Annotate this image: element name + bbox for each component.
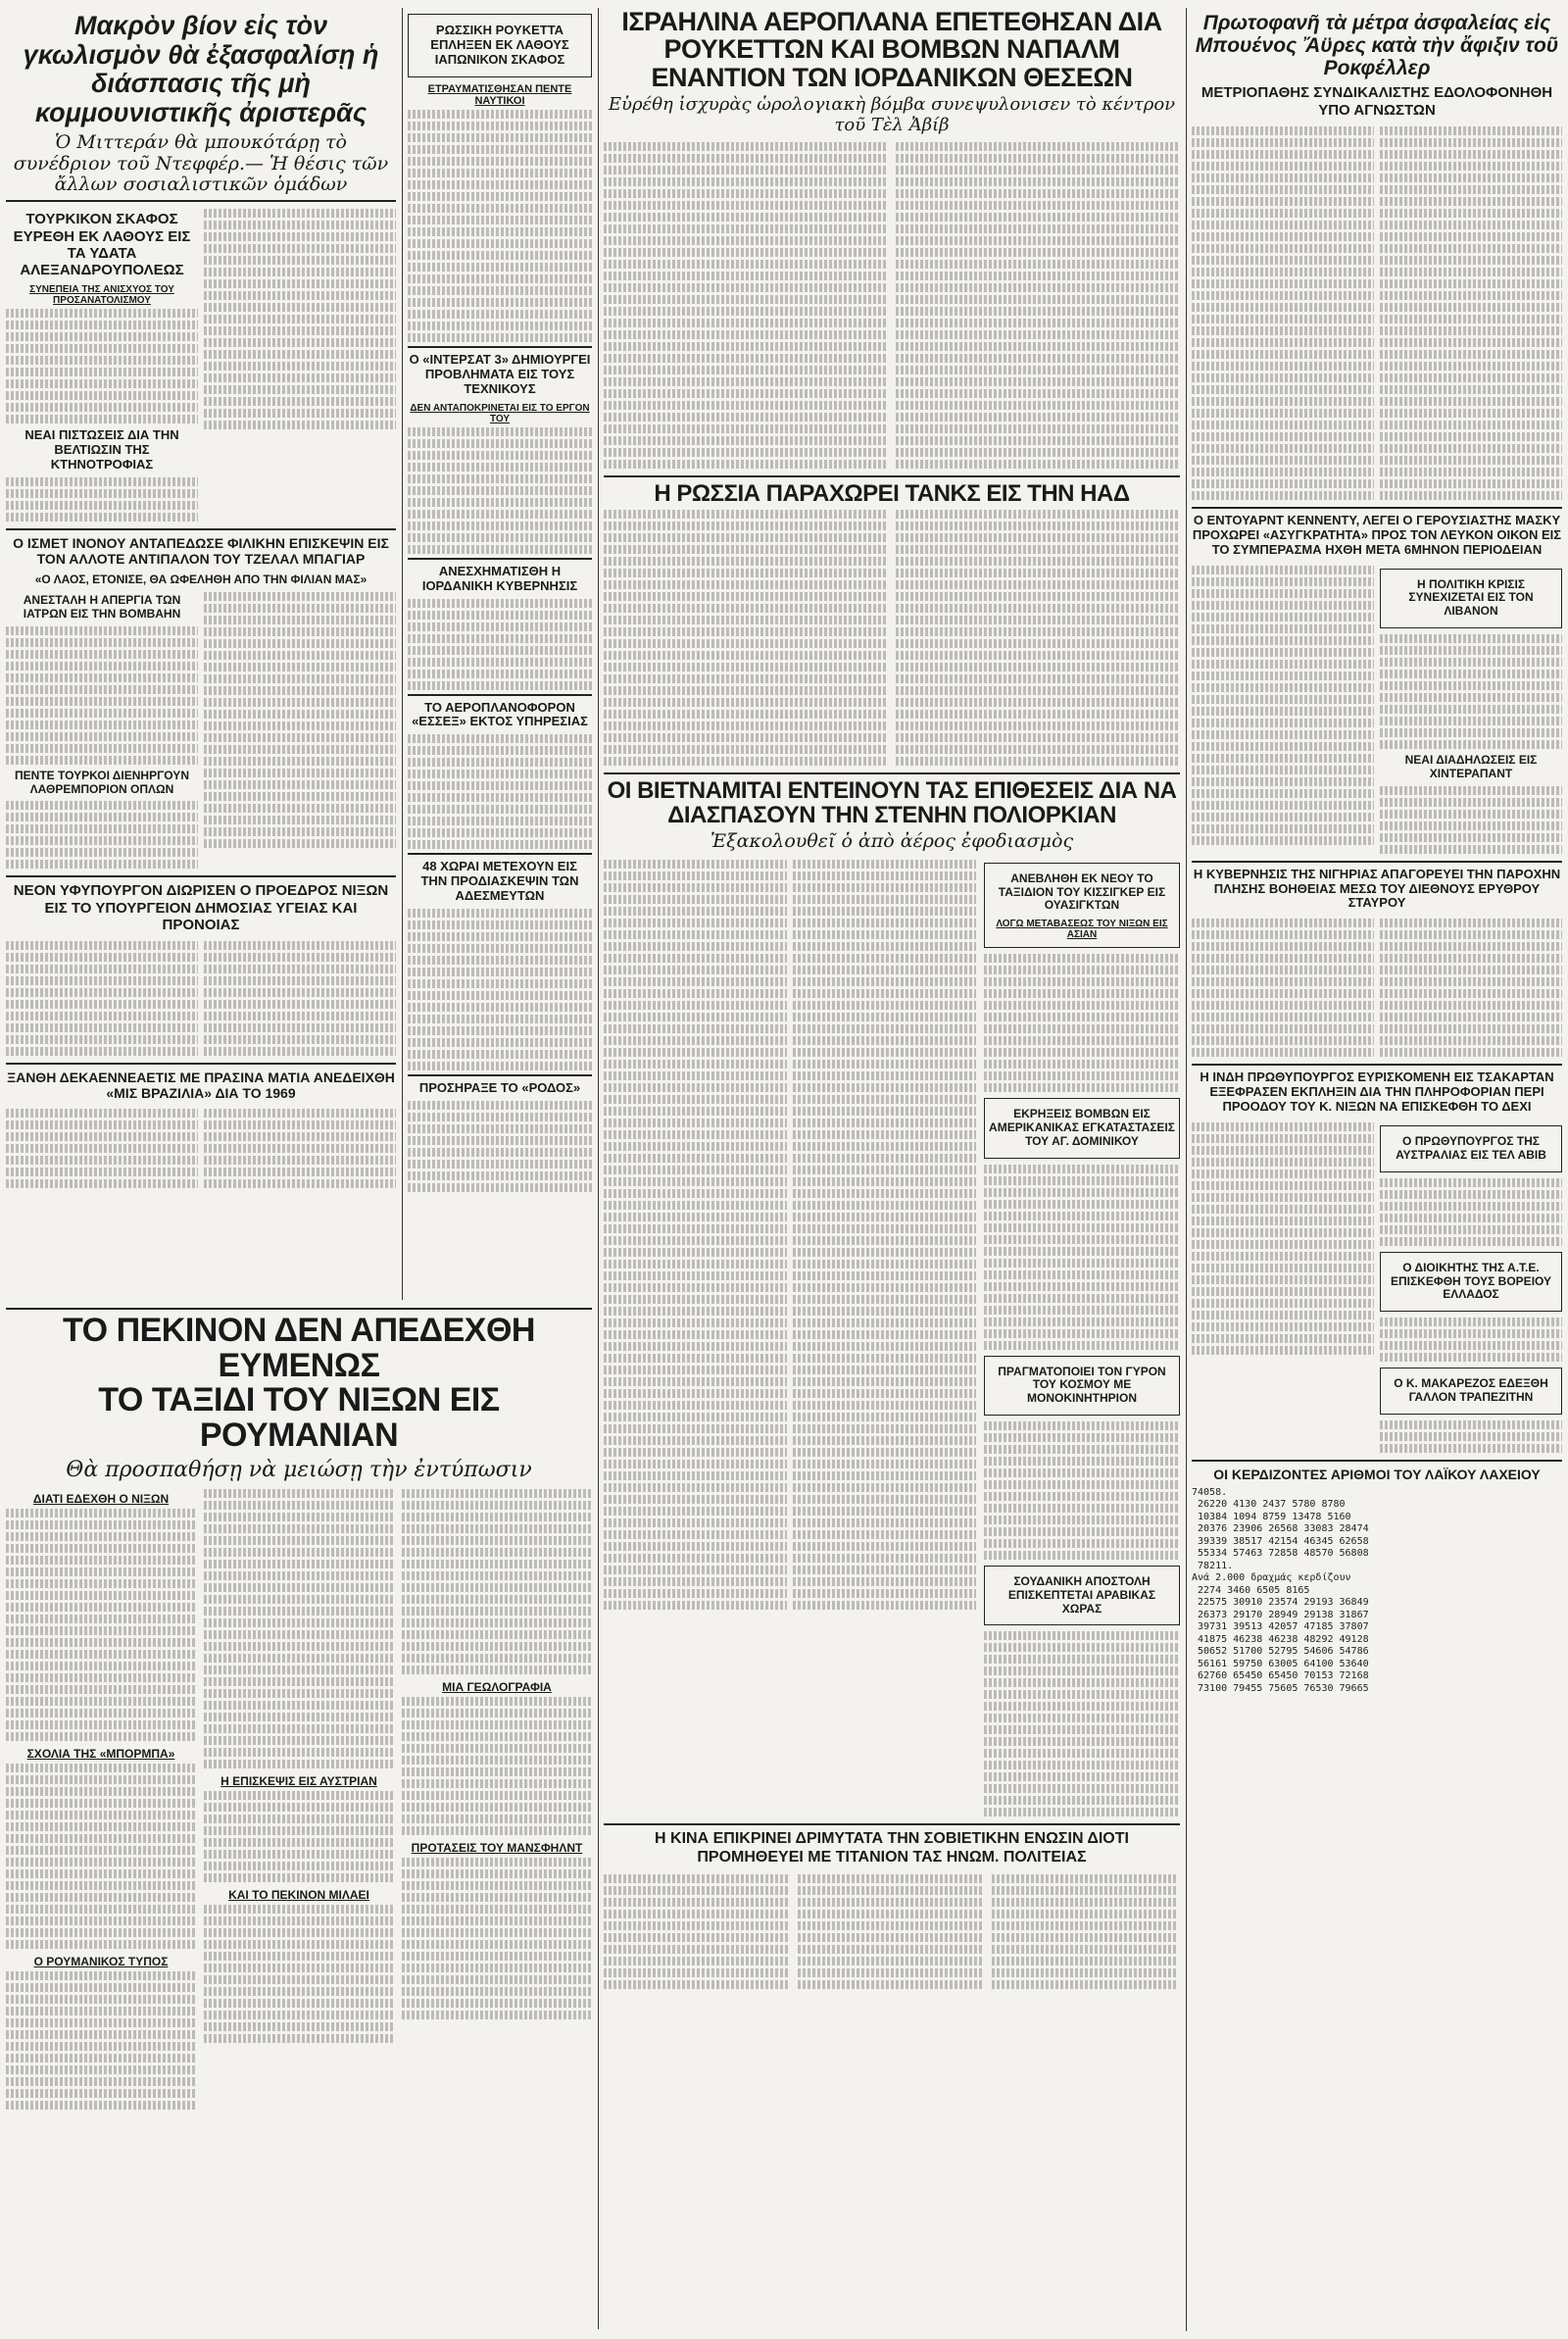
apergia-headline: ΑΝΕΣΤΑΛΗ Η ΑΠΕΡΓΙΑ ΤΩΝ ΙΑΤΡΩΝ ΕΙΣ ΤΗΝ ΒΟΜΒΑΗΝ [23, 593, 181, 622]
pistoseis-headline: ΝΕΑΙ ΠΙΣΤΩΣΕΙΣ ΔΙΑ ΤΗΝ ΒΕΛΤΙΩΣΙΝ ΤΗΣ ΚΤΗΝΟΤΡΟΦΙΑΣ [24, 427, 179, 473]
israel-deck: Εὑρέθη ἰσχυρὰς ὡρολογιακὴ βόμβα συνεψυλονισεν τὸ κέντρον τοῦ Τὲλ Ἀβίβ [608, 94, 1176, 135]
48-headline: 48 ΧΩΡΑΙ ΜΕΤΕΧΟΥΝ ΕΙΣ ΤΗΝ ΠΡΟΔΙΑΣΚΕΨΙΝ ΤΩΝ ΑΔΕΣΜΕΥΤΩΝ [420, 859, 579, 904]
bottom-headline-line1: ΤΟ ΠΕΚΙΝΟΝ ΔΕΝ ΑΠΕΔΕΧΘΗ ΕΥΜΕΝΩΣ [63, 1312, 535, 1384]
anesx-headline: ΑΝΕΣΧΗΜΑΤΙΣΘΗ Η ΙΟΡΔΑΝΙΚΗ ΚΥΒΕΡΝΗΣΙΣ [421, 563, 578, 593]
col4-sub: ΜΕΤΡΙΟΠΑΘΗΣ ΣΥΝΔΙΚΑΛΙΣΤΗΣ ΕΔΟΛΟΦΟΝΗΘΗ ΥΠΟ ΑΓΝΩΣΤΩΝ [1200, 84, 1553, 119]
israel-headline: ΙΣΡΑΗΛΙΝΑ ΑΕΡΟΠΛΑΝΑ ΕΠΕΤΕΘΗΣΑΝ ΔΙΑ ΡΟΥΚΕΤΤΩΝ ΚΑΙ ΒΟΜΒΩΝ ΝΑΠΑΛΜ ΕΝΑΝΤΙΟΝ ΤΩΝ ΙΟΡΔΑΝΙΚΩΝ ΘΕΣΕΩΝ [621, 8, 1162, 92]
anevathi-headline: ΑΝΕΒΛΗΘΗ ΕΚ ΝΕΟΥ ΤΟ ΤΑΞΙΔΙΟΝ ΤΟΥ ΚΙΣΣΙΓΚΕΡ ΕΙΣ ΟΥΑΣΙΓΚΤΩΝ [998, 871, 1166, 913]
bottom-story [6, 1304, 592, 2333]
col1-deck: Ὁ Μιττεράν θὰ μπουκότάρῃ τὸ συνέδριον τοῦ Ντεφφέρ.— Ἡ θέσις τῶν ἄλλων σοσιαλιστικῶν ὁμάδων [13, 130, 389, 196]
bottom-sub3: Ο ΡΟΥΜΑΝΙΚΟΣ ΤΥΠΟΣ [33, 1955, 169, 1969]
col2-headline: ΡΩΣΣΙΚΗ ΡΟΥΚΕΤΤΑ ΕΠΛΗΞΕΝ ΕΚ ΛΑΘΟΥΣ ΙΑΠΩΝΙΚΟΝ ΣΚΑΦΟΣ [430, 23, 569, 67]
kennedy-headline: Ο ΕΝΤΟΥΑΡΝΤ ΚΕΝΝΕΝΤΥ, ΛΕΓΕΙ Ο ΓΕΡΟΥΣΙΑΣΤΗΣ ΜΑΣΚΥ ΠΡΟΧΩΡΕΙ «ΑΣΥΓΚΡΑΤΗΤΑ» ΠΡΟΣ ΤΟΝ ΛΕΥΚΟΝ ΟΙΚΟΝ ΕΙΣ ΤΟ ΣΥΜΠΕΡΑΣΜΑ ΗΧΘΗ ΜΕΤΑ 6ΜΗΝΟΝ ΠΕΡΙΟΔΕΙΑΝ [1192, 512, 1562, 557]
dioikitis-headline: Ο ΔΙΟΙΚΗΤΗΣ ΤΗΣ Α.Τ.Ε. ΕΠΙΣΚΕΦΘΗ ΤΟΥΣ ΒΟΡΕΙΟΥ ΕΛΛΑΔΟΣ [1390, 1260, 1552, 1302]
column-2 [408, 8, 592, 1300]
kina-headline: Η ΚΙΝΑ ΕΠΙΚΡΙΝΕΙ ΔΡΙΜΥΤΑΤΑ ΤΗΝ ΣΟΒΙΕΤΙΚΗΝ ΕΝΩΣΙΝ ΔΙΟΤΙ ΠΡΟΜΗΘΕΥΕΙ ΜΕ ΤΙΤΑΝΙΟΝ ΤΑΣ ΗΝΩΜ. ΠΟΛΙΤΕΙΑΣ [655, 1830, 1129, 1866]
pragmat-headline: ΠΡΑΓΜΑΤΟΠΟΙΕΙ ΤΟΝ ΓΥΡΟΝ ΤΟΥ ΚΟΣΜΟΥ ΜΕ ΜΟΝΟΚΙΝΗΤΗΡΙΟΝ [998, 1364, 1166, 1406]
logo-sub: ΛΟΓΩ ΜΕΤΑΒΑΣΕΩΣ ΤΟΥ ΝΙΞΩΝ ΕΙΣ ΑΣΙΑΝ [996, 919, 1168, 941]
col1-headline: Μακρὸν βίον εἰς τὸν γκωλισμὸν θὰ ἐξασφαλίσῃ ἡ διάσπασις τῆς μὴ κομμουνιστικῆς ἀριστερᾶς [23, 11, 379, 128]
intersat-headline: Ο «ΙΝΤΕΡΣΑΤ 3» ΔΗΜΙΟΥΡΓΕΙ ΠΡΟΒΛΗΜΑΤΑ ΕΙΣ ΤΟΥΣ ΤΕΧΝΙΚΟΥΣ [409, 351, 591, 396]
aeroplan-headline: ΤΟ ΑΕΡΟΠΛΑΝΟΦΟΡΟΝ «ΕΣΣΕΞ» ΕΚΤΟΣ ΥΠΗΡΕΣΙΑΣ [412, 699, 588, 729]
xanthi-headline: ΞΑΝΘΗ ΔΕΚΑΕΝΝΕΑΕΤΙΣ ΜΕ ΠΡΑΣΙΝΑ ΜΑΤΙΑ ΑΝΕΔΕΙΧΘΗ «ΜΙΣ ΒΡΑΖΙΛΙΑ» ΔΙΑ ΤΟ 1969 [7, 1070, 395, 1102]
turkish-sub: ΣΥΝΕΠΕΙΑ ΤΗΣ ΑΝΙΣΧΥΟΣ ΤΟΥ ΠΡΟΣΑΝΑΤΟΛΙΣΜΟΥ [29, 284, 174, 307]
antapokrites-sub: ΔΕΝ ΑΝΤΑΠΟΚΡΙΝΕΤΑΙ ΕΙΣ ΤΟ ΕΡΓΟΝ ΤΟΥ [410, 402, 590, 424]
neai-headline: ΝΕΑΙ ΔΙΑΔΗΛΩΣΕΙΣ ΕΙΣ ΧΙΝΤΕΡΑΠΑΝΤ [1404, 752, 1538, 780]
soudan-headline: ΣΟΥΔΑΝΙΚΗ ΑΠΟΣΤΟΛΗ ΕΠΙΣΚΕΠΤΕΤΑΙ ΑΡΑΒΙΚΑΣ ΧΩΡΑΣ [1007, 1573, 1156, 1616]
prosaraxe-headline: ΠΡΟΣΗΡΑΞΕ ΤΟ «ΡΟΔΟΣ» [418, 1080, 581, 1096]
politiki-headline: Η ΠΟΛΙΤΙΚΗ ΚΡΙΣΙΣ ΣΥΝΕΧΙΖΕΤΑΙ ΕΙΣ ΤΟΝ ΛΙΒΑΝΟΝ [1408, 576, 1534, 619]
lottery-headline: ΟΙ ΚΕΡΔΙΖΟΝΤΕΣ ΑΡΙΘΜΟΙ ΤΟΥ ΛΑΪΚΟΥ ΛΑΧΕΙΟΥ [1213, 1466, 1541, 1482]
col2-sub: ΕΤΡΑΥΜΑΤΙΣΘΗΣΑΝ ΠΕΝΤΕ ΝΑΥΤΙΚΟΙ [427, 82, 572, 107]
bottom-sub2: ΣΧΟΛΙΑ ΤΗΣ «ΜΠΟΡΜΠΑ» [26, 1747, 175, 1762]
australia-headline: Ο ΠΡΩΘΥΠΟΥΡΓΟΣ ΤΗΣ ΑΥΣΤΡΑΛΙΑΣ ΕΙΣ ΤΕΛ ΑΒΙΒ [1396, 1134, 1546, 1162]
bottom-sub5: ΚΑΙ ΤΟ ΠΕΚΙΝΟΝ ΜΙΛΑΕΙ [228, 1888, 369, 1903]
lottery-numbers: 74058. 26220 4130 2437 5780 8780 10384 1094 8759 13478 5160 20376 23906 26568 33083 28474 39339 38517 42154 46345 62658 55334 57463 72858 48570 56808 78211. Ανά 2.000 δραχμάς κερδίζουν 2274 3460 6505 8165 22575 30910 23574 29193 36849 26373 29170 28949 29138 31867 39731 39513 42057 47185 37807 41875 46238 46238 48292 49128 50652 51700 52795 54606 54786 56161 59750 63005 64100 53640 62760 65450 65450 70153 72168 73100 79455 75605 76530 79665 [1192, 1486, 1369, 1694]
column-1 [6, 8, 396, 1300]
vietnam-deck: Ἐξακολουθεῖ ὁ ἀπὸ ἀέρος ἐφοδιασμὸς [710, 829, 1074, 852]
bottom-sub4: Η ΕΠΙΣΚΕΨΙΣ ΕΙΣ ΑΥΣΤΡΙΑΝ [220, 1774, 377, 1789]
neon-headline: ΝΕΟΝ ΥΦΥΠΟΥΡΓΟΝ ΔΙΩΡΙΣΕΝ Ο ΠΡΟΕΔΡΟΣ ΝΙΞΩΝ ΕΙΣ ΤΟ ΥΠΟΥΡΓΕΙΟΝ ΔΗΜΟΣΙΑΣ ΥΓΕΙΑΣ ΚΑΙ ΠΡΟΝΟΙΑΣ [13, 882, 389, 933]
pente-headline: ΠΕΝΤΕ ΤΟΥΡΚΟΙ ΔΙΕΝΗΡΓΟΥΝ ΛΑΘΡΕΜΠΟΡΙΟΝ ΟΠΛΩΝ [15, 768, 189, 796]
inonu-headline: Ο ΙΣΜΕΤ ΙΝΟΝΟΥ ΑΝΤΑΠΕΔΩΣΕ ΦΙΛΙΚΗΝ ΕΠΙΣΚΕΨΙΝ ΕΙΣ ΤΟΝ ΑΛΛΟΤΕ ΑΝΤΙΠΑΛΟΝ ΤΟΥ ΤΖΕΛΑΛ ΜΠΑΓΙΑΡ [13, 535, 389, 568]
bottom-deck: Θὰ προσπαθήσῃ νὰ μειώσῃ τὴν ἐντύπωσιν [66, 1457, 532, 1482]
nigeria-headline: Η ΚΥΒΕΡΝΗΣΙΣ ΤΗΣ ΝΙΓΗΡΙΑΣ ΑΠΑΓΟΡΕΥΕΙ ΤΗΝ ΠΑΡΟΧΗΝ ΠΛΗΣΗΣ ΒΟΗΘΕΙΑΣ ΜΕΣΩ ΤΟΥ ΔΙΕΘΝΟΥΣ ΕΡΥΘΡΟΥ ΣΤΑΥΡΟΥ [1193, 866, 1561, 911]
column-4 [1192, 8, 1562, 2331]
russia-headline: Η ΡΩΣΣΙΑ ΠΑΡΑΧΩΡΕΙ ΤΑΝΚΣ ΕΙΣ ΤΗΝ ΗΑΔ [654, 480, 1130, 508]
vietnam-headline: ΟΙ ΒΙΕΤΝΑΜΙΤΑΙ ΕΝΤΕΙΝΟΥΝ ΤΑΣ ΕΠΙΘΕΣΕΙΣ ΔΙΑ ΝΑ ΔΙΑΣΠΑΣΟΥΝ ΤΗΝ ΣΤΕΝΗΝ ΠΟΛΙΟΡΚΙΑΝ [607, 776, 1177, 828]
inonu-quote: «Ο ΛΑΟΣ, ΕΤΟΝΙΣΕ, ΘΑ ΩΦΕΛΗΘΗ ΑΠΟ ΤΗΝ ΦΙΛΙΑΝ ΜΑΣ» [34, 572, 368, 587]
bottom-sub1: ΔΙΑΤΙ ΕΔΕΧΘΗ Ο ΝΙΞΩΝ [32, 1492, 170, 1507]
column-3 [604, 8, 1180, 2331]
makarezos-headline: Ο Κ. ΜΑΚΑΡΕΖΟΣ ΕΔΕΞΘΗ ΓΑΛΛΟΝ ΤΡΑΠΕΖΙΤΗΝ [1394, 1376, 1548, 1404]
bottom-sub7: ΠΡΟΤΑΣΕΙΣ ΤΟΥ ΜΑΝΣΦΗΛΝΤ [411, 1841, 583, 1856]
india-headline: Η ΙΝΔΗ ΠΡΩΘΥΠΟΥΡΓΟΣ ΕΥΡΙΣΚΟΜΕΝΗ ΕΙΣ ΤΣΑΚΑΡΤΑΝ ΕΞΕΦΡΑΣΕΝ ΕΚΠΛΗΞΙΝ ΔΙΑ ΤΗΝ ΠΛΗΡΟΦΟΡΙΑΝ ΠΕΡΙ ΠΡΟΟΔΟΥ ΤΟΥ Κ. ΝΙΞΩΝ ΝΑ ΕΠΙΣΚΕΦΘΗ ΤΟ ΔΕΧΙ [1200, 1070, 1554, 1115]
turkish-headline: ΤΟΥΡΚΙΚΟΝ ΣΚΑΦΟΣ ΕΥΡΕΘΗ ΕΚ ΛΑΘΟΥΣ ΕΙΣ ΤΑ ΥΔΑΤΑ ΑΛΕΞΑΝΔΡΟΥΠΟΛΕΩΣ [13, 211, 191, 279]
ekrixeis-headline: ΕΚΡΗΞΕΙΣ ΒΟΜΒΩΝ ΕΙΣ ΑΜΕΡΙΚΑΝΙΚΑΣ ΕΓΚΑΤΑΣΤΑΣΕΙΣ ΤΟΥ ΑΓ. ΔΟΜΙΝΙΚΟΥ [989, 1107, 1175, 1148]
bottom-sub6: ΜΙΑ ΓΕΩΛΟΓΡΑΦΙΑ [442, 1680, 552, 1695]
bottom-headline-line2: ΤΟ ΤΑΞΙΔΙ ΤΟΥ ΝΙΞΩΝ ΕΙΣ ΡΟΥΜΑΝΙΑΝ [98, 1381, 500, 1455]
col4-headline: Πρωτοφανῆ τὰ μέτρα ἀσφαλείας εἰς Μπουένος Ἄϋρες κατὰ τὴν ἄφιξιν τοῦ Ροκφέλλερ [1195, 12, 1559, 80]
